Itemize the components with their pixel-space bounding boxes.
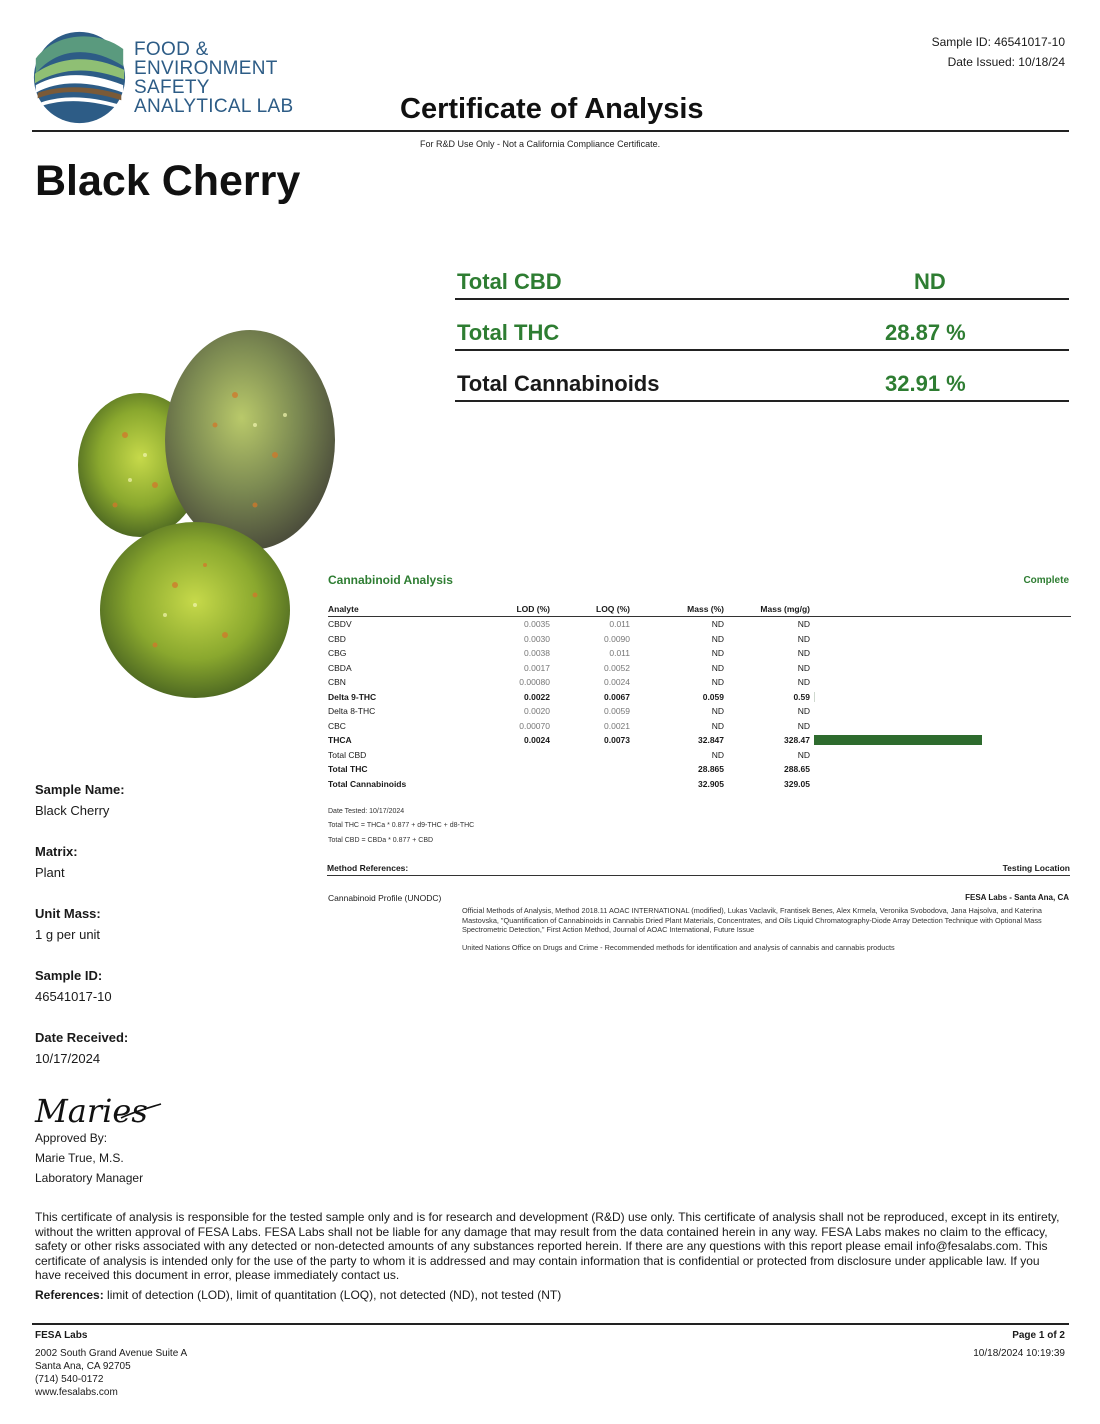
analyte-bar-cell (810, 617, 1071, 632)
analyte-loq: 0.0073 (604, 735, 630, 746)
analyte-mass-mg: ND (797, 648, 810, 659)
total-cbd-row (455, 249, 1069, 300)
table-row (328, 704, 1071, 719)
analyte-bar-cell (810, 748, 1071, 763)
method-name: Cannabinoid Profile (UNODC) (328, 893, 442, 903)
footer-address-line: 2002 South Grand Avenue Suite A (35, 1348, 188, 1359)
analyte-mass-mg: ND (797, 662, 810, 673)
analyte-mass-percent: ND (711, 720, 724, 731)
analyte-lod (478, 762, 550, 777)
column-header-mass-percent: Mass (%) (630, 604, 724, 617)
column-header-lod: LOD (%) (478, 604, 550, 617)
total-thc-label: Total THC (457, 320, 560, 345)
analyte-lod: 0.0035 (524, 619, 550, 630)
analyte-name: Delta 9-THC (328, 691, 377, 702)
analyte-name: Total Cannabinoids (328, 778, 407, 789)
product-name: Black Cherry (35, 157, 301, 205)
table-row (328, 690, 1071, 705)
analyte-mass-percent: ND (711, 749, 724, 760)
approver-name: Marie True, M.S. (35, 1151, 124, 1165)
lab-name (134, 40, 293, 116)
footer-lab-name: FESA Labs (35, 1330, 88, 1341)
analyte-bar-cell (810, 762, 1071, 777)
analyte-name: Total THC (328, 764, 368, 775)
analyte-lod: 0.0022 (524, 691, 550, 702)
lab-name-line: SAFETY (134, 77, 210, 98)
analyte-mass-mg: ND (797, 633, 810, 644)
page-number: Page 1 of 2 (1012, 1330, 1065, 1341)
analyte-lod: 0.0017 (524, 662, 550, 673)
analyte-name: CBDA (328, 662, 352, 673)
unit-mass-value: 1 g per unit (35, 927, 101, 942)
analyte-name: Total CBD (328, 749, 367, 760)
analyte-loq: 0.0067 (604, 691, 630, 702)
analyte-name: CBN (328, 677, 346, 688)
table-row (328, 762, 1071, 777)
analyte-name: THCA (328, 735, 352, 746)
date-tested: Date Tested: 10/17/2024 (328, 808, 405, 815)
analyte-lod: 0.0030 (524, 633, 550, 644)
footer-timestamp: 10/18/2024 10:19:39 (973, 1348, 1065, 1359)
lab-name-line: ANALYTICAL LAB (134, 96, 294, 117)
lab-name-line: ENVIRONMENT (134, 58, 278, 79)
analyte-bar-cell (810, 690, 1071, 705)
analyte-mass-mg: ND (797, 677, 810, 688)
analyte-lod: 0.00070 (519, 720, 550, 731)
table-row (328, 777, 1071, 792)
total-cbd-value: ND (914, 269, 946, 294)
analyte-lod: 0.00080 (519, 677, 550, 688)
approved-by-label: Approved By: (35, 1131, 108, 1145)
analyte-name: CBD (328, 633, 346, 644)
cbd-formula: Total CBD = CBDa * 0.877 + CBD (328, 837, 434, 844)
total-thc-value: 28.87 % (885, 320, 966, 345)
cannabinoid-table (328, 604, 1071, 791)
table-row (328, 733, 1071, 748)
analyte-mass-mg: 329.05 (784, 778, 810, 789)
analyte-mass-mg: ND (797, 749, 810, 760)
analyte-bar-cell (810, 646, 1071, 661)
method-description-unodc: United Nations Office on Drugs and Crime - Recommended methods for identification and analysis of cannabis and cannabis products (462, 943, 895, 952)
header-sample-id: Sample ID: 46541017-10 (931, 35, 1065, 49)
table-row (328, 748, 1071, 763)
analyte-loq (550, 748, 630, 763)
table-row (328, 646, 1071, 661)
sample-name-label: Sample Name: (35, 782, 125, 797)
analyte-bar-cell (810, 632, 1071, 647)
analyte-loq (550, 762, 630, 777)
matrix-value: Plant (35, 865, 65, 880)
header-date-issued: Date Issued: 10/18/24 (947, 55, 1065, 69)
analyte-name: Delta 8-THC (328, 706, 376, 717)
analyte-mass-percent: 28.865 (698, 764, 724, 775)
total-cannabinoids-row (455, 351, 1069, 402)
analysis-title: Cannabinoid Analysis (328, 573, 453, 587)
references-label: References: (35, 1288, 104, 1302)
sample-id-label: Sample ID: (35, 968, 103, 983)
analyte-lod (478, 777, 550, 792)
footer-divider (32, 1323, 1069, 1325)
analyte-bar-cell (810, 733, 1071, 748)
analyte-mass-percent: ND (711, 706, 724, 717)
analyte-mass-percent: ND (711, 677, 724, 688)
analyte-mass-mg: 0.59 (793, 691, 810, 702)
references-text: limit of detection (LOD), limit of quantitation (LOQ), not detected (ND), not tested (NT) (103, 1288, 562, 1302)
analyte-name: CBDV (328, 619, 352, 630)
analyte-mass-percent: ND (711, 662, 724, 673)
analyte-mass-percent: ND (711, 633, 724, 644)
analyte-loq: 0.0052 (604, 662, 630, 673)
footer-phone: (714) 540-0172 (35, 1374, 104, 1385)
table-body (328, 617, 1071, 792)
approver-role: Laboratory Manager (35, 1171, 144, 1185)
analyte-mass-mg: ND (797, 619, 810, 630)
analyte-bar-cell (810, 661, 1071, 676)
analyte-lod: 0.0020 (524, 706, 550, 717)
table-row (328, 661, 1071, 676)
analyte-mass-percent: 0.059 (702, 691, 724, 702)
total-cannabinoids-label: Total Cannabinoids (457, 371, 660, 396)
analyte-loq: 0.0024 (604, 677, 630, 688)
header-divider (32, 130, 1069, 132)
lab-logo (32, 30, 127, 125)
lab-name-line: FOOD & (134, 39, 209, 60)
footer-address-line: Santa Ana, CA 92705 (35, 1361, 131, 1372)
analyte-loq (550, 777, 630, 792)
analyte-mass-mg: ND (797, 720, 810, 731)
analyte-bar-cell (810, 777, 1071, 792)
analyte-bar (814, 735, 982, 745)
sample-id-value: 46541017-10 (35, 989, 112, 1004)
date-received-label: Date Received: (35, 1030, 129, 1045)
table-row (328, 617, 1071, 632)
analyte-loq: 0.0090 (604, 633, 630, 644)
column-header-bar (810, 604, 1071, 617)
thc-formula: Total THC = THCa * 0.877 + d9-THC + d8-THC (328, 822, 475, 829)
analyte-bar (814, 692, 815, 702)
analyte-loq: 0.0059 (604, 706, 630, 717)
analyte-mass-mg: ND (797, 706, 810, 717)
column-header-analyte: Analyte (328, 604, 478, 617)
analyte-loq: 0.011 (609, 648, 630, 659)
analyte-mass-percent: 32.847 (698, 735, 724, 746)
unit-mass-label: Unit Mass: (35, 906, 101, 921)
method-references-label: Method References: (327, 863, 409, 873)
method-references-header (327, 862, 1070, 876)
signature-image (33, 1088, 163, 1132)
method-location: FESA Labs - Santa Ana, CA (965, 893, 1069, 902)
method-description: Official Methods of Analysis, Method 2018.11 AOAC INTERNATIONAL (modified), Lukas Vaclavik, Frantisek Benes, Alex Krmela, Veronika Svobodova, Jana Hajsolva, and Katerina Mastovska, "Quantification of Cannabinoids in Cannabis Dried Plant Materials, Concentrates, and Oils Liquid Chromatography-Diode Array Detection Technique with Optional Mass Spectrometric Detection," First Action Method, Journal of AOAC International, Future Issue (462, 906, 1042, 934)
footer-website: www.fesalabs.com (35, 1387, 118, 1398)
analyte-mass-mg: 288.65 (784, 764, 810, 775)
analyte-bar-cell (810, 719, 1071, 734)
table-row (328, 632, 1071, 647)
analyte-mass-percent: ND (711, 619, 724, 630)
analyte-name: CBC (328, 720, 346, 731)
table-row (328, 675, 1071, 690)
analyte-loq: 0.011 (609, 619, 630, 630)
date-received-value: 10/17/2024 (35, 1051, 101, 1066)
analysis-status-badge: Complete (1023, 575, 1069, 586)
total-cbd-label: Total CBD (457, 269, 562, 294)
table-header-row (328, 604, 1071, 617)
column-header-mass-mg: Mass (mg/g) (724, 604, 810, 617)
signature-text: Maries (35, 1092, 148, 1130)
references (35, 1288, 1065, 1302)
analyte-loq: 0.0021 (604, 720, 630, 731)
analyte-mass-mg: 328.47 (784, 735, 810, 746)
analyte-bar-cell (810, 704, 1071, 719)
analyte-lod: 0.0038 (524, 648, 550, 659)
analyte-name: CBG (328, 648, 347, 659)
page-title: Certificate of Analysis (400, 93, 704, 125)
sample-name-value: Black Cherry (35, 803, 110, 818)
total-thc-row (455, 300, 1069, 351)
analyte-mass-percent: ND (711, 648, 724, 659)
product-image (55, 315, 345, 700)
analyte-lod (478, 748, 550, 763)
testing-location-label: Testing Location (1002, 863, 1070, 873)
total-cannabinoids-value: 32.91 % (885, 371, 966, 396)
certificate-disclaimer: This certificate of analysis is responsible for the tested sample only and is for research and development (R&D) use only. This certificate of analysis shall not be reproduced, except in its entirety, without the written approval of FESA Labs. FESA Labs shall not be liable for any damage that may result from the data contained herein in any way. FESA Labs makes no claim to the efficacy, safety or other risks associated with any detected or non-detected amounts of any substances reported herein. If there are any questions with this report please email info@fesalabs.com. This certificate of analysis is intended only for the use of the party to whom it is addressed and may contain information that is confidential or protected from disclosure under applicable law. If you have received this document in error, please immediately contact us. (35, 1210, 1060, 1283)
analyte-bar-cell (810, 675, 1071, 690)
analyte-lod: 0.0024 (524, 735, 550, 746)
disclaimer-text: For R&D Use Only - Not a California Compliance Certificate. (420, 139, 661, 149)
analyte-mass-percent: 32.905 (698, 778, 724, 789)
matrix-label: Matrix: (35, 844, 78, 859)
column-header-loq: LOQ (%) (550, 604, 630, 617)
table-row (328, 719, 1071, 734)
